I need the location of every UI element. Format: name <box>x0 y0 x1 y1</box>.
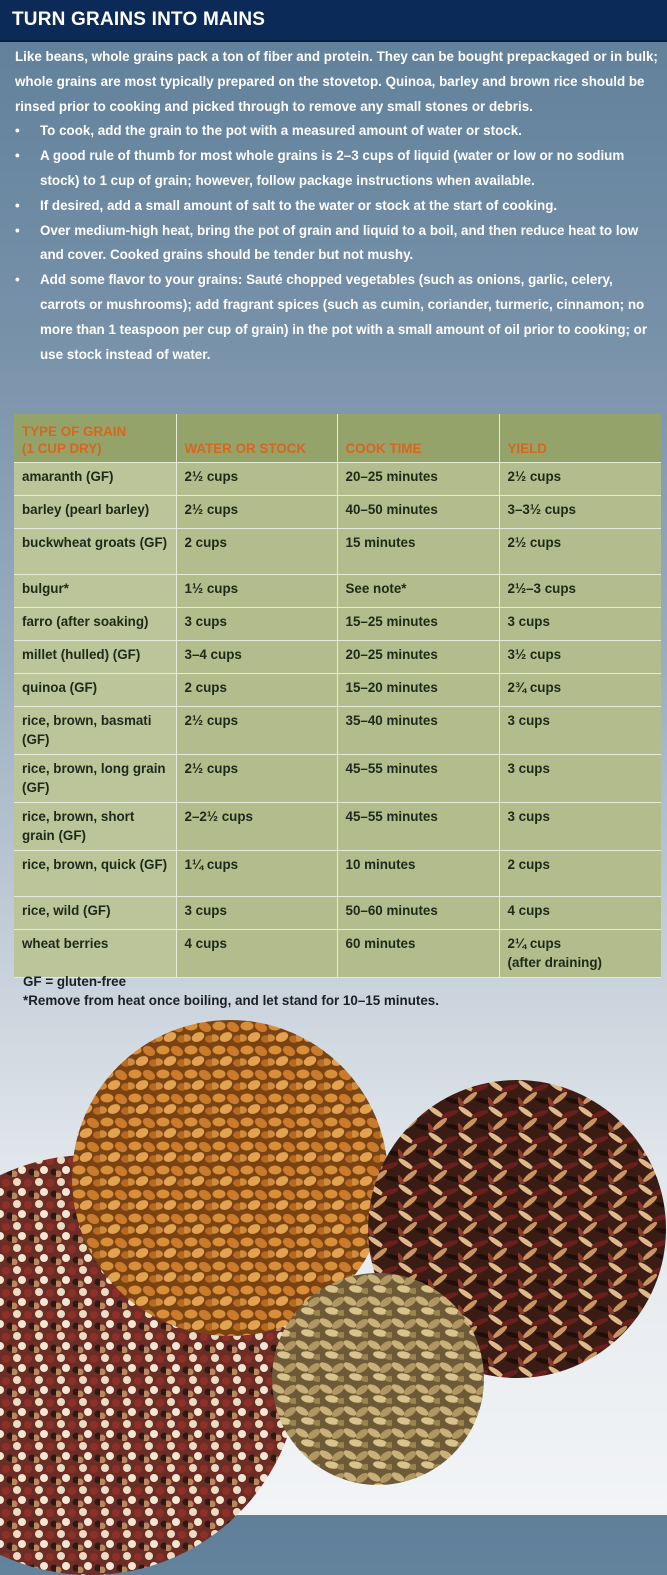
yield-cell: 2½ cups <box>499 528 661 574</box>
table-row <box>14 754 661 802</box>
time-cell: 10 minutes <box>337 850 499 896</box>
yield-cell: 3 cups <box>499 706 661 754</box>
list-item: • Over medium-high heat, bring the pot of grain and liquid to a boil, and then reduce heat to low and cover. Cooked grains should be tender but not mushy. <box>15 219 660 269</box>
grain-cell: rice, wild (GF) <box>14 896 176 929</box>
page-title: TURN GRAINS INTO MAINS <box>12 9 266 30</box>
cooking-tips-list <box>15 119 660 367</box>
time-cell: 15–20 minutes <box>337 673 499 706</box>
intro-paragraph: Like beans, whole grains pack a ton of fiber and protein. They can be bought prepackaged or in bulk; whole grains are most typically prepared on the stovetop. Quinoa, barley and brown rice should be rinsed prior to cooking and picked through to remove any small stones or debris. <box>15 49 658 114</box>
water-cell: 2½ cups <box>176 495 337 528</box>
yield-note: (after draining) <box>507 954 602 970</box>
table-row <box>14 528 661 574</box>
water-cell: 3 cups <box>176 896 337 929</box>
water-cell: 1½ cups <box>176 574 337 607</box>
table-row <box>14 462 661 495</box>
water-cell: 2 cups <box>176 528 337 574</box>
grain-cell: rice, brown, quick (GF) <box>14 850 176 896</box>
water-cell: 2 cups <box>176 673 337 706</box>
table-header-row <box>14 414 661 462</box>
table-row <box>14 802 661 850</box>
gluten-free-note: GF = gluten-free <box>23 974 127 989</box>
header-yield: YIELD <box>499 414 661 462</box>
table-row <box>14 896 661 929</box>
time-cell: 20–25 minutes <box>337 640 499 673</box>
time-cell: 40–50 minutes <box>337 495 499 528</box>
yield-cell: 3½ cups <box>499 640 661 673</box>
grain-cell: buckwheat groats (GF) <box>14 528 176 574</box>
grain-cell: rice, brown, short grain (GF) <box>14 802 176 850</box>
grain-cell: rice, brown, long grain (GF) <box>14 754 176 802</box>
table-row <box>14 495 661 528</box>
water-cell: 2½ cups <box>176 462 337 495</box>
table-footnotes <box>23 972 663 1010</box>
table-row <box>14 929 661 977</box>
bullet-icon: • <box>15 197 20 213</box>
bullet-icon: • <box>15 148 20 164</box>
list-item: • Add some flavor to your grains: Sauté chopped vegetables (such as onions, garlic, celery, carrots or mushrooms); add fragrant spices (such as cumin, coriander, turmeric, cinnamon; no more than 1 teaspoon per cup of grain) in the pot with a small amount of oil prior to cooking; or use stock instead of water. <box>15 268 660 367</box>
grain-cell: quinoa (GF) <box>14 673 176 706</box>
yield-cell: 2 cups <box>499 850 661 896</box>
grain-cell: rice, brown, basmati (GF) <box>14 706 176 754</box>
grain-cell: barley (pearl barley) <box>14 495 176 528</box>
yield-cell: 2½–3 cups <box>499 574 661 607</box>
header-water-or-stock: WATER OR STOCK <box>176 414 337 462</box>
grain-cell: wheat berries <box>14 929 176 977</box>
barley-photo <box>272 1273 484 1485</box>
yield-cell: 3 cups <box>499 754 661 802</box>
table-row <box>14 574 661 607</box>
bullet-icon: • <box>15 272 20 288</box>
time-cell: 60 minutes <box>337 929 499 977</box>
yield-cell: 2¾ cups <box>499 673 661 706</box>
time-cell: 45–55 minutes <box>337 754 499 802</box>
table-row <box>14 850 661 896</box>
grain-cell: farro (after soaking) <box>14 607 176 640</box>
grain-cell: millet (hulled) (GF) <box>14 640 176 673</box>
yield-cell: 3 cups <box>499 802 661 850</box>
water-cell: 4 cups <box>176 929 337 977</box>
bullet-icon: • <box>15 222 20 238</box>
time-cell: 15–25 minutes <box>337 607 499 640</box>
table-row <box>14 607 661 640</box>
water-cell: 2–2½ cups <box>176 802 337 850</box>
grain-cooking-table <box>14 414 661 978</box>
time-cell: See note* <box>337 574 499 607</box>
header-type-of-grain: TYPE OF GRAIN (1 CUP DRY) <box>14 414 176 462</box>
list-item: • If desired, add a small amount of salt to the water or stock at the start of cooking. <box>15 194 660 219</box>
water-cell: 2½ cups <box>176 706 337 754</box>
yield-cell: 2¼ cups (after draining) <box>499 929 661 977</box>
table-row <box>14 673 661 706</box>
water-cell: 1¼ cups <box>176 850 337 896</box>
grain-cell: amaranth (GF) <box>14 462 176 495</box>
water-cell: 2½ cups <box>176 754 337 802</box>
bullet-icon: • <box>15 123 20 139</box>
time-cell: 20–25 minutes <box>337 462 499 495</box>
yield-cell: 3 cups <box>499 607 661 640</box>
bulgur-note: *Remove from heat once boiling, and let stand for 10–15 minutes. <box>23 993 439 1008</box>
time-cell: 45–55 minutes <box>337 802 499 850</box>
time-cell: 15 minutes <box>337 528 499 574</box>
table-row <box>14 706 661 754</box>
yield-cell: 2½ cups <box>499 462 661 495</box>
time-cell: 35–40 minutes <box>337 706 499 754</box>
list-item: • A good rule of thumb for most whole grains is 2–3 cups of liquid (water or low or no sodium stock) to 1 cup of grain; however, follow package instructions when available. <box>15 144 660 194</box>
page-header <box>0 0 667 42</box>
time-cell: 50–60 minutes <box>337 896 499 929</box>
intro-section <box>15 45 660 367</box>
water-cell: 3 cups <box>176 607 337 640</box>
yield-cell: 3–3½ cups <box>499 495 661 528</box>
grain-cell: bulgur* <box>14 574 176 607</box>
header-cook-time: COOK TIME <box>337 414 499 462</box>
water-cell: 3–4 cups <box>176 640 337 673</box>
table-row <box>14 640 661 673</box>
list-item: • To cook, add the grain to the pot with a measured amount of water or stock. <box>15 119 660 144</box>
yield-cell: 4 cups <box>499 896 661 929</box>
